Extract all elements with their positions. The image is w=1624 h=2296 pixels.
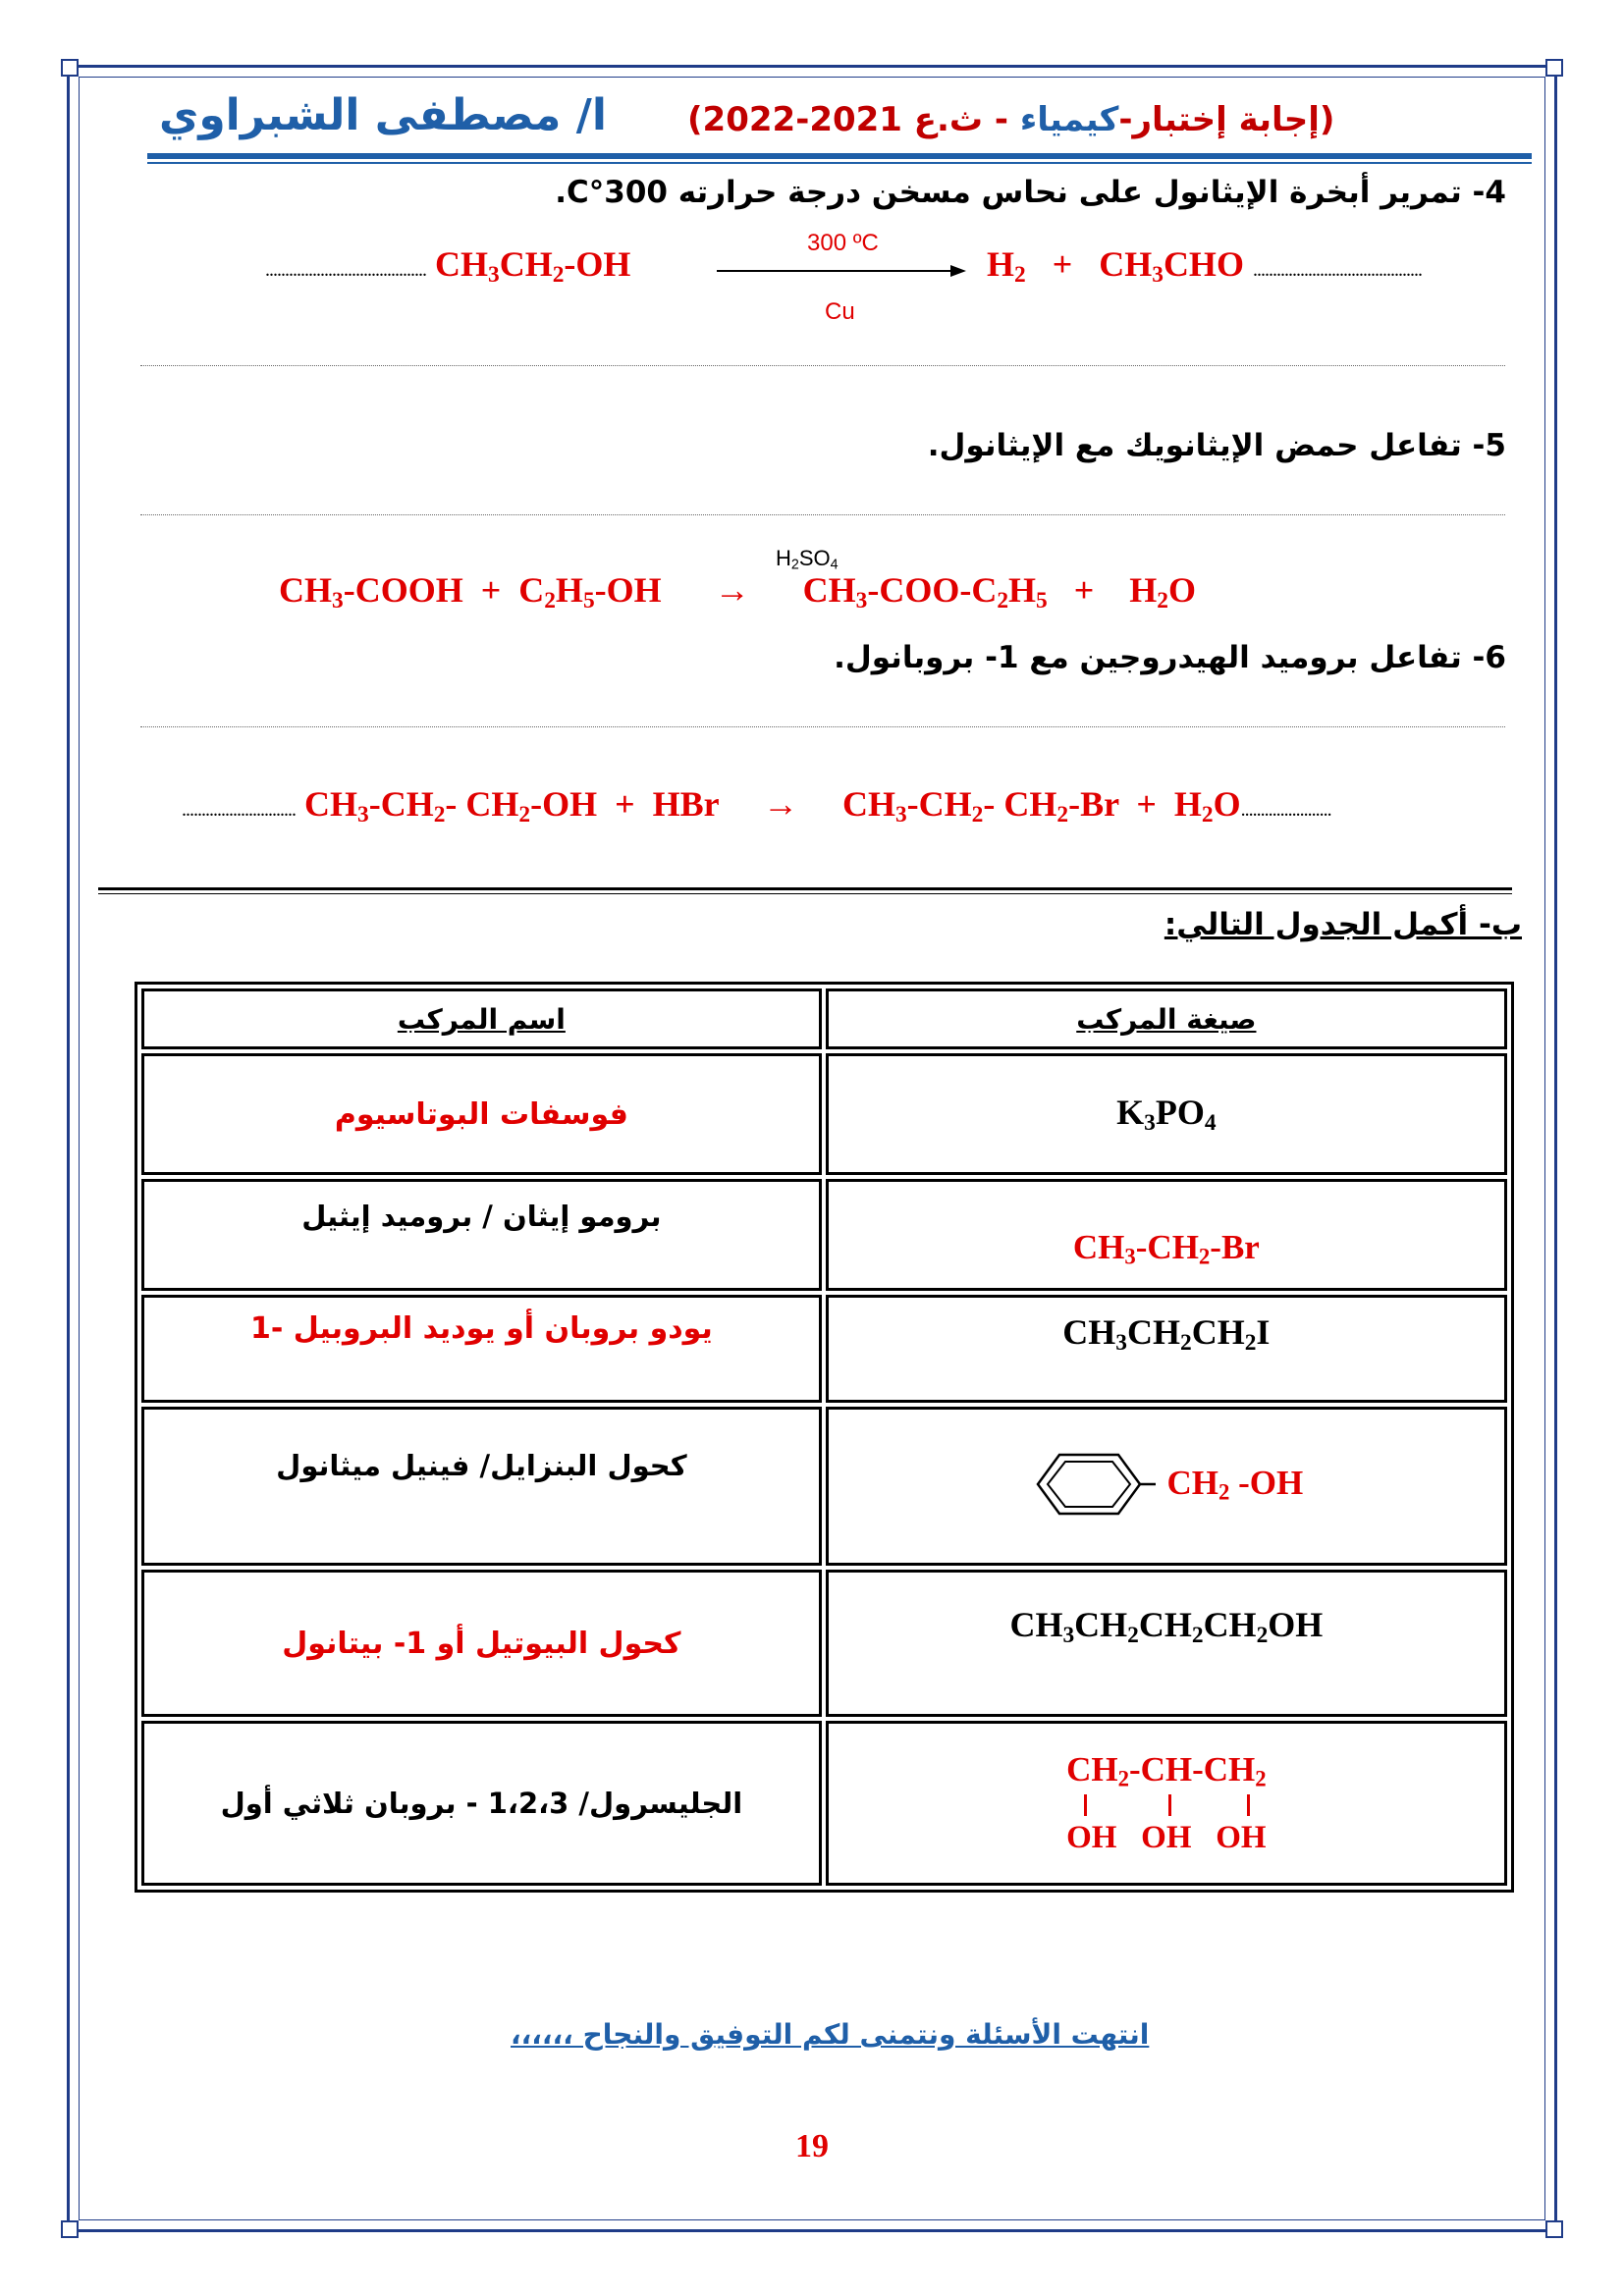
q6-equation: ............................. $CH_3-CH_2-$ $CH_2-OH$ + HBr → $CH_3-CH_2-$ $CH_2-Br + H_2O$.......................: [182, 784, 1331, 828]
q4-condition-top: 300 ºC: [807, 230, 879, 256]
answer-line: [140, 514, 1505, 515]
bond-lines: [1066, 1790, 1267, 1820]
benzene-ring-icon: [1030, 1445, 1167, 1523]
compound-name: كحول البنزايل/ فينيل ميثانول: [276, 1449, 687, 1482]
section-divider-thin: [98, 893, 1512, 894]
answer-line: [140, 726, 1505, 727]
table-header-row: [141, 988, 1507, 1049]
closing-message: انتهت الأسئلة ونتمنى لكم التوفيق والنجاح ،،،،،،: [511, 2018, 1150, 2051]
page-title: (إجابة إختبار-كيمياء - ث.ع 2021-2022): [687, 100, 1335, 139]
corner-ornament: [61, 59, 79, 77]
question-4: 4- تمرير أبخرة الإيثانول على نحاس مسخن درجة حرارته 300°C.: [555, 175, 1506, 210]
table-row: [141, 1053, 1507, 1175]
compound-formula: $CH_3-CH_2-Br$: [1072, 1228, 1260, 1269]
header-rule: [147, 153, 1532, 159]
table-row: [141, 1721, 1507, 1886]
section-divider: [98, 887, 1512, 890]
answer-line: [140, 365, 1505, 366]
header-rule-thin: [147, 162, 1532, 164]
compound-name: فوسفات البوتاسيوم: [334, 1096, 628, 1132]
table-row: [141, 1295, 1507, 1403]
compound-formula: $CH_3CH_2CH_2CH_2OH$: [1009, 1605, 1324, 1648]
q4-reactant-line: [265, 243, 630, 289]
compound-name: برومو إيثان / بروميد إيثيل: [301, 1200, 662, 1233]
compound-formula: $CH_2$ -OH: [1166, 1463, 1304, 1505]
corner-ornament: [1545, 59, 1563, 77]
answer-dots: .........................................: [265, 259, 426, 281]
page-number: 19: [795, 2128, 829, 2164]
q5-catalyst: $H_2SO_4$: [776, 546, 839, 573]
title-prefix: إجابة إختبار-: [1118, 100, 1320, 139]
col-header-name: اسم المركب: [141, 988, 822, 1049]
col-header-formula: صيغة المركب: [826, 988, 1507, 1049]
compound-formula: $K_3PO_4$: [1116, 1093, 1217, 1136]
section-b-title: ب- أكمل الجدول التالي:: [1164, 907, 1522, 942]
reaction-arrow: [715, 257, 970, 287]
corner-ornament: [61, 2220, 79, 2238]
compound-name: 1- يودو بروبان أو يوديد البروبيل: [249, 1311, 713, 1346]
title-subject: كيمياء: [1019, 100, 1119, 139]
table-row: [141, 1179, 1507, 1291]
q4-condition-bottom: Cu: [825, 298, 855, 325]
table-row: [141, 1407, 1507, 1566]
teacher-name: ا/ مصطفى الشبراوي: [159, 90, 607, 140]
compound-formula: $CH_2-CH-CH_2$: [1066, 1749, 1267, 1791]
question-5: 5- تفاعل حمض الإيثانويك مع الإيثانول.: [927, 428, 1506, 463]
compound-formula: $CH_3CH_2CH_2I$: [1062, 1312, 1271, 1356]
compounds-table: [135, 982, 1514, 1893]
glycerol-structure: [1066, 1751, 1267, 1856]
compound-name: الجليسرول/ 1،2،3 - بروبان ثلاثي أول: [220, 1787, 743, 1820]
table-row: [141, 1570, 1507, 1717]
q5-equation: $CH_3$-COOH + $C_2H_5-OH$ → $CH_3-COO-C_2H_5$ + $H_2O$: [279, 570, 1196, 614]
q4-reactant: $CH_3CH_2-OH$: [435, 244, 631, 288]
q4-products: $H_2 + CH_3CHO$ ...........................................: [987, 244, 1422, 288]
compound-name: كحول البيوتيل أو 1- بيتانول: [282, 1626, 681, 1661]
title-suffix: - ث.ع 2021-2022: [702, 100, 1009, 139]
question-6: 6- تفاعل بروميد الهيدروجين مع 1- بروبانول.: [834, 640, 1506, 675]
corner-ornament: [1545, 2220, 1563, 2238]
hydroxyl-groups: OH OH OH: [1066, 1820, 1267, 1856]
